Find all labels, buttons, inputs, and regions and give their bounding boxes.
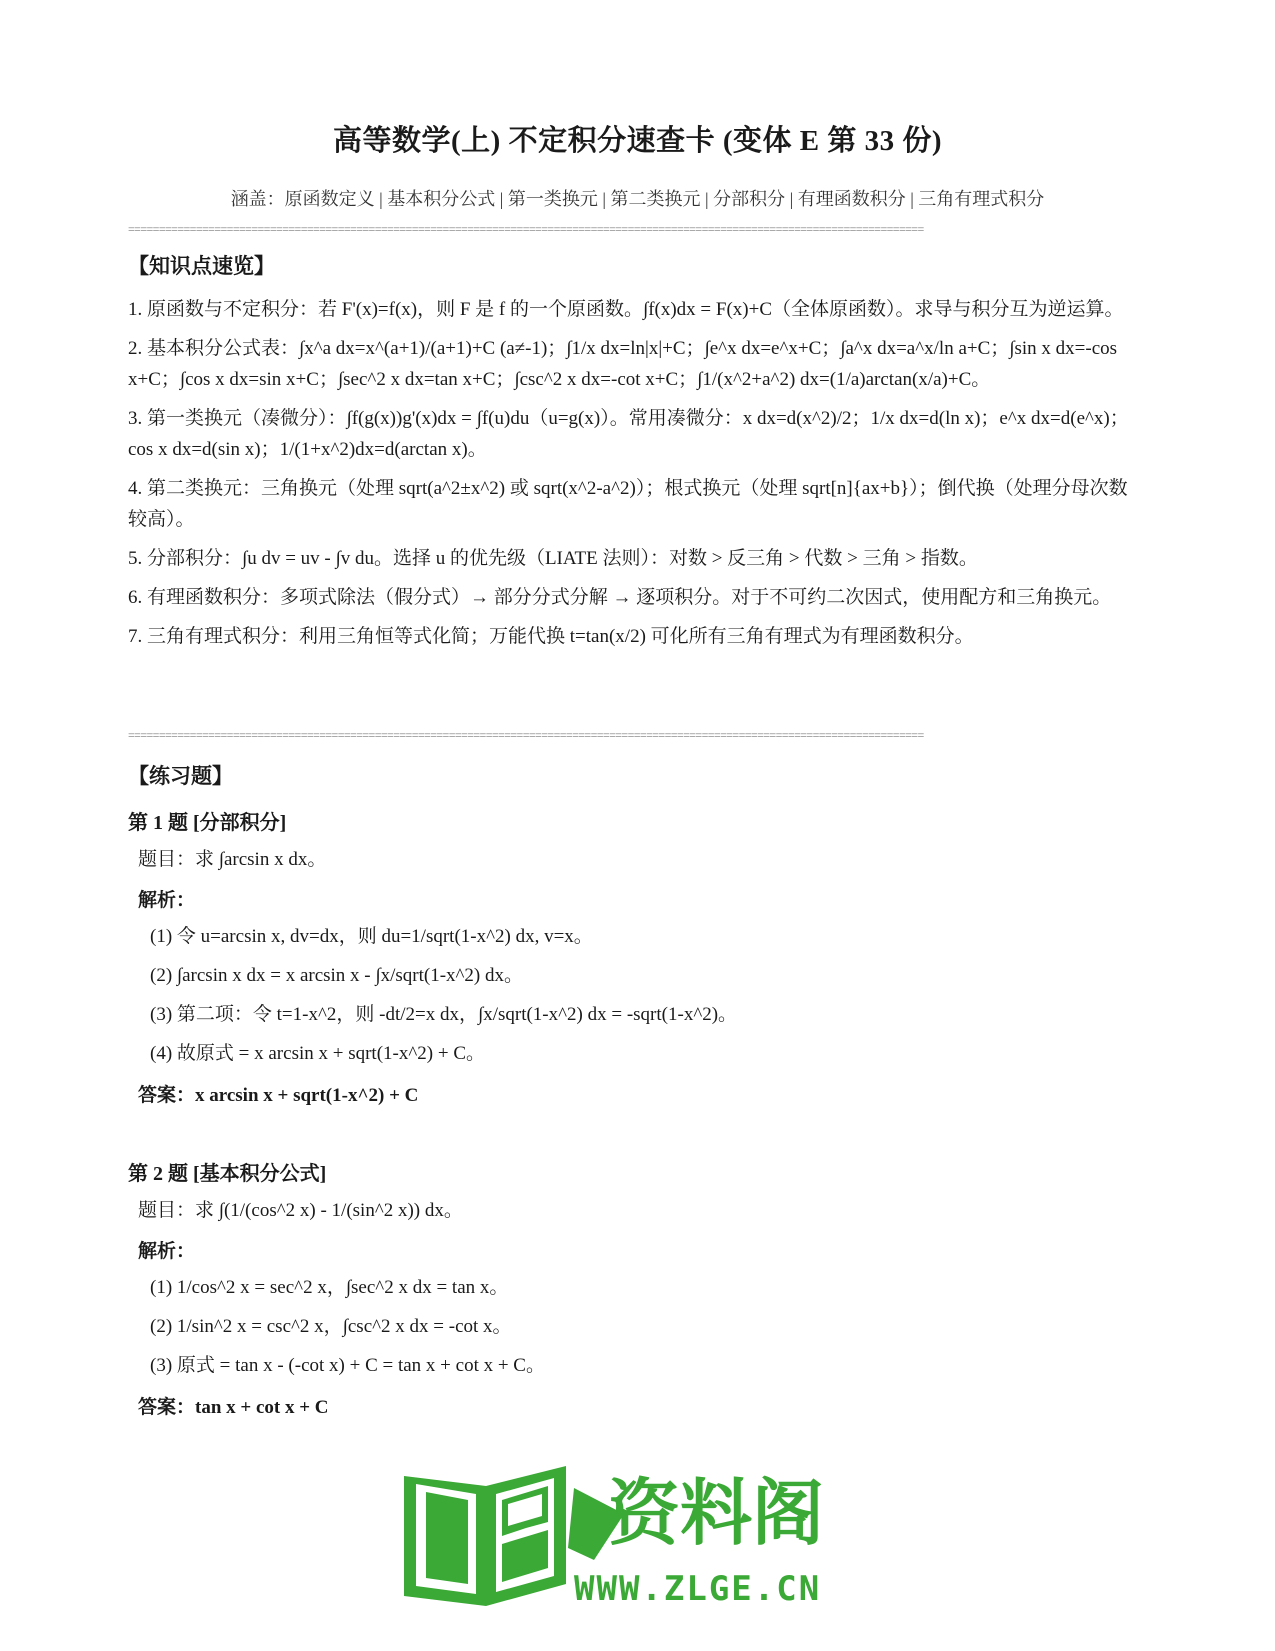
answer: 答案：tan x + cot x + C [138, 1397, 329, 1418]
divider-middle: ================================================================================================================================= [128, 728, 924, 742]
knowledge-section [128, 250, 1138, 660]
question-title: 第 1 题 [分部积分] [128, 812, 287, 834]
knowledge-item: 2. 基本积分公式表：∫x^a dx=x^(a+1)/(a+1)+C (a≠-1)；∫1/x dx=ln|x|+C；∫e^x dx=e^x+C；∫a^x dx=a^x/ln a+C；∫sin x dx=-cos x+C；∫cos x dx=sin x+C；∫sec^2 x dx=tan x+C；∫csc^2 x dx=-cot x+C；∫1/(x^2+a^2) dx=(1/a)arctan(x/a)+C。 [128, 338, 1118, 390]
analysis-label: 解析： [138, 1241, 196, 1262]
page-title: 高等数学(上) 不定积分速查卡 (变体 E 第 33 份) [333, 125, 942, 157]
question-text: 题目：求 ∫(1/(cos^2 x) - 1/(sin^2 x)) dx。 [138, 1200, 463, 1221]
watermark-brand: 资料阁 [608, 1471, 825, 1555]
watermark-url: WWW.ZLGE.CN [574, 1569, 822, 1609]
divider-top: ================================================================================================================================= [128, 222, 924, 236]
question-title: 第 2 题 [基本积分公式] [128, 1163, 327, 1185]
knowledge-item: 7. 三角有理式积分：利用三角恒等式化简；万能代换 t=tan(x/2) 可化所有三角有理式为有理函数积分。 [128, 626, 974, 647]
solution-step: (3) 第二项：令 t=1-x^2，则 -dt/2=x dx，∫x/sqrt(1-x^2) dx = -sqrt(1-x^2)。 [150, 1004, 738, 1025]
solution-step: (4) 故原式 = x arcsin x + sqrt(1-x^2) + C。 [150, 1043, 485, 1064]
answer: 答案：x arcsin x + sqrt(1-x^2) + C [138, 1085, 419, 1106]
knowledge-item: 1. 原函数与不定积分：若 F'(x)=f(x)，则 F 是 f 的一个原函数。∫f(x)dx = F(x)+C（全体原函数）。求导与积分互为逆运算。 [128, 299, 1124, 320]
solution-step: (2) 1/sin^2 x = csc^2 x，∫csc^2 x dx = -cot x。 [150, 1316, 512, 1337]
knowledge-heading: 【知识点速览】 [128, 254, 275, 278]
analysis-label: 解析： [138, 890, 196, 911]
knowledge-item: 3. 第一类换元（凑微分）：∫f(g(x))g'(x)dx = ∫f(u)du（u=g(x)）。常用凑微分：x dx=d(x^2)/2；1/x dx=d(ln x)；e^x dx=d(e^x)；cos x dx=d(sin x)；1/(1+x^2)dx=d(arctan x)。 [128, 408, 1129, 460]
question-1 [128, 806, 1138, 1107]
solution-step: (2) ∫arcsin x dx = x arcsin x - ∫x/sqrt(1-x^2) dx。 [150, 965, 524, 986]
solution-step: (3) 原式 = tan x - (-cot x) + C = tan x + cot x + C。 [150, 1355, 545, 1376]
knowledge-item: 5. 分部积分：∫u dv = uv - ∫v du。选择 u 的优先级（LIATE 法则）：对数 > 反三角 > 代数 > 三角 > 指数。 [128, 548, 978, 569]
page-subtitle: 涵盖：原函数定义 | 基本积分公式 | 第一类换元 | 第二类换元 | 分部积分 | 有理函数积分 | 三角有理式积分 [230, 189, 1045, 209]
practice-heading: 【练习题】 [128, 764, 233, 788]
question-2 [128, 1157, 1138, 1419]
solution-step: (1) 令 u=arcsin x, dv=dx，则 du=1/sqrt(1-x^2) dx, v=x。 [150, 926, 593, 947]
watermark-logo [398, 1448, 868, 1608]
solution-step: (1) 1/cos^2 x = sec^2 x，∫sec^2 x dx = tan x。 [150, 1277, 509, 1298]
knowledge-item: 6. 有理函数积分：多项式除法（假分式）→ 部分分式分解 → 逐项积分。对于不可约二次因式，使用配方和三角换元。 [128, 587, 1112, 608]
knowledge-item: 4. 第二类换元：三角换元（处理 sqrt(a^2±x^2) 或 sqrt(x^2-a^2)）；根式换元（处理 sqrt[n]{ax+b}）；倒代换（处理分母次数较高）。 [128, 478, 1128, 530]
question-text: 题目：求 ∫arcsin x dx。 [138, 849, 327, 870]
practice-section [128, 760, 1138, 1419]
